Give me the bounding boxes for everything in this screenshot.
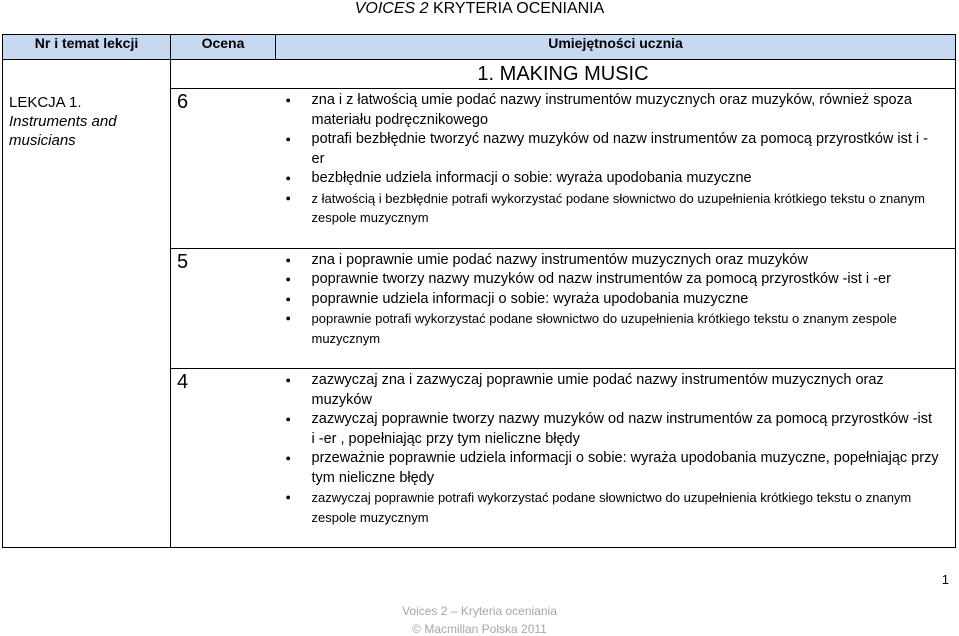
list-item: ● bezbłędnie udziela informacji o sobie: wyraża upodobania muzyczne: [276, 169, 940, 189]
title-italic: VOICES 2: [354, 0, 429, 17]
lesson-topic: Instruments and musicians: [9, 112, 117, 149]
criteria-table: [2, 34, 956, 548]
document-title: [0, 0, 959, 18]
section-title: 1. MAKING MUSIC: [171, 60, 956, 89]
list-item: ● zazwyczaj zna i zazwyczaj poprawnie umie podać nazwy instrumentów muzycznych oraz muzyków: [276, 371, 940, 410]
skills-6: [276, 89, 956, 249]
header-skills: Umiejętności ucznia: [276, 35, 956, 60]
list-item: ● potrafi bezbłędnie tworzyć nazwy muzyków od nazw instrumentów za pomocą przyrostków ist i -er: [276, 130, 940, 169]
grade-6: 6: [171, 89, 276, 249]
header-lesson: Nr i temat lekcji: [3, 35, 171, 60]
section-row: [3, 60, 956, 89]
footer-copyright: © Macmillan Polska 2011: [412, 622, 547, 636]
list-item: ● poprawnie potrafi wykorzystać podane słownictwo do uzupełnienia krótkiego tekstu o znanym zespole muzycznym: [276, 309, 940, 348]
list-item: ● poprawnie tworzy nazwy muzyków od nazw instrumentów za pomocą przyrostków -ist i -er: [276, 270, 940, 290]
list-item: ● poprawnie udziela informacji o sobie: wyraża upodobania muzyczne: [276, 290, 940, 310]
header-grade: Ocena: [171, 35, 276, 60]
footer-title: Voices 2 – Kryteria oceniania: [402, 604, 557, 618]
lesson-number: LEKCJA 1.: [9, 93, 82, 111]
list-item: ● z łatwością i bezbłędnie potrafi wykorzystać podane słownictwo do uzupełnienia krótkiego tekstu o znanym zespole muzycznym: [276, 189, 940, 228]
lesson-cell: [3, 89, 171, 548]
list-item: ● zazwyczaj poprawnie tworzy nazwy muzyków od nazw instrumentów za pomocą przyrostków -ist i -er , popełniając przy tym nieliczne błędy: [276, 410, 940, 449]
grade-5: 5: [171, 248, 276, 369]
header-row: [3, 35, 956, 60]
skills-5: [276, 248, 956, 369]
skills-4: [276, 369, 956, 548]
list-item: ● zna i poprawnie umie podać nazwy instrumentów muzycznych oraz muzyków: [276, 251, 940, 271]
grade-row-6: [3, 89, 956, 249]
title-rest: KRYTERIA OCENIANIA: [428, 0, 605, 17]
list-item: ● przeważnie poprawnie udziela informacji o sobie: wyraża upodobania muzyczne, popełniając przy tym nieliczne błędy: [276, 449, 940, 488]
grade-4: 4: [171, 369, 276, 548]
list-item: ● zazwyczaj poprawnie potrafi wykorzystać podane słownictwo do uzupełnienia krótkiego tekstu o znanym zespole muzycznym: [276, 488, 940, 527]
list-item: ● zna i z łatwością umie podać nazwy instrumentów muzycznych oraz muzyków, również spoza materiału podręcznikowego: [276, 91, 940, 130]
page-number: 1: [941, 572, 949, 587]
